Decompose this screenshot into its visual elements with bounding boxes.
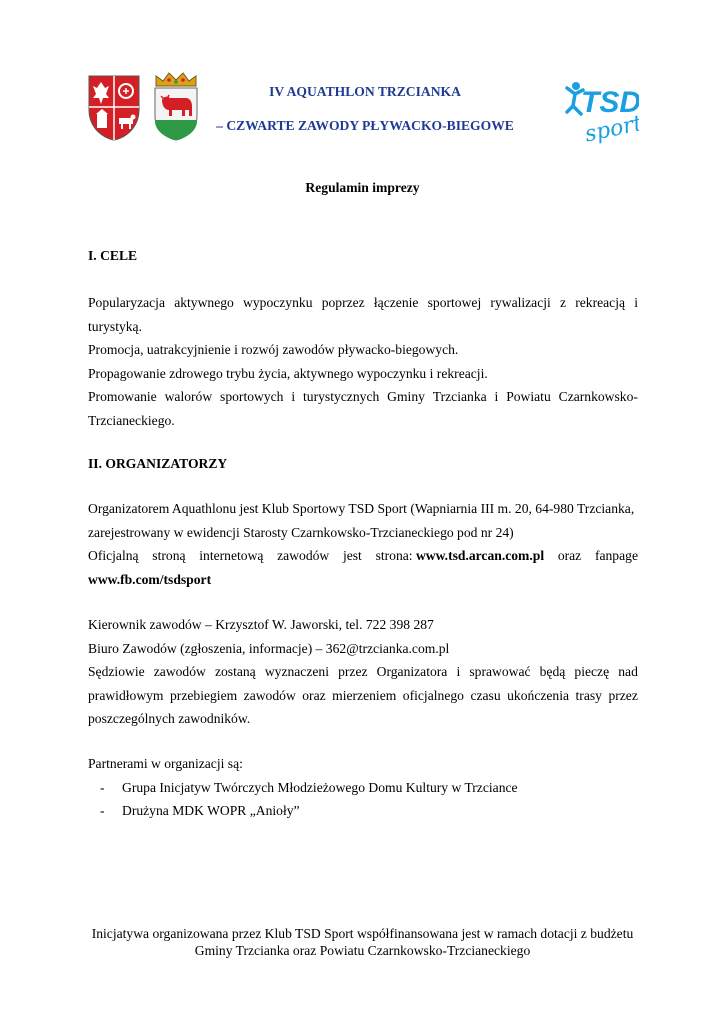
- fanpage-link[interactable]: www.fb.com/tsdsport: [88, 571, 212, 587]
- judges-line-2: prawidłowym przebiegiem zawodów oraz mierzeniem oficjalnego czasu ukończenia trasy przez: [88, 687, 638, 703]
- partner-bullet-1: -: [100, 780, 105, 795]
- judges-line-3: poszczególnych zawodników.: [88, 711, 251, 726]
- organizer-paragraph: [88, 497, 638, 591]
- cele-line-3: Propagowanie zdrowego trybu życia, aktywnego wypoczynku i rekreacji.: [88, 365, 488, 381]
- tsd-sport-logo: [563, 76, 639, 148]
- tsd-logo-sport: sport: [582, 110, 639, 148]
- organizer-line-1: Organizatorem Aquathlonu jest Klub Sportowy TSD Sport (Wapniarnia III m. 20, 64-980 Trzcianka,: [88, 501, 635, 516]
- footer-line-2: Gminy Trzcianka oraz Powiatu Czarnkowsko-Trzcianeckiego: [194, 943, 531, 958]
- website-link[interactable]: www.tsd.arcan.com.pl: [415, 548, 545, 563]
- organizer-line-2: zarejestrowany w ewidencji Starosty Czarnkowsko-Trzcianeckiego pod nr 24): [88, 524, 514, 540]
- partner-bullet-2: -: [100, 803, 105, 818]
- section-heading-cele: I. CELE: [88, 248, 138, 263]
- event-subtitle: – CZWARTE ZAWODY PŁYWACKO-BIEGOWE: [216, 118, 514, 133]
- judges-line-1: Sędziowie zawodów zostaną wyznaczeni przez Organizatora i sprawować będą pieczę nad: [88, 664, 638, 679]
- powiat-crest-icon: [87, 74, 141, 142]
- trzcianka-crest-icon: [150, 70, 202, 142]
- cele-line-5: Trzcianeckiego.: [88, 412, 175, 428]
- partner-item-1: Grupa Inicjatyw Twórczych Młodzieżowego Domu Kultury w Trzciance: [122, 780, 518, 795]
- cele-line-4: Promowanie walorów sportowych i turystycznych Gminy Trzcianka i Powiatu Czarnkowsko-: [88, 389, 638, 404]
- tsd-logo-text: TSD: [581, 86, 639, 119]
- partner-item-2: Drużyna MDK WOPR „Anioły”: [122, 803, 300, 818]
- contacts-paragraph: [88, 613, 638, 731]
- section-heading-organizatorzy: II. ORGANIZATORZY: [88, 456, 228, 471]
- footer-line-1: Inicjatywa organizowana przez Klub TSD Sport współfinansowana jest w ramach dotacji z budżetu: [91, 926, 634, 941]
- section-cele-body: [88, 291, 638, 432]
- cele-line-1: Popularyzacja aktywnego wypoczynku poprzez łączenie sportowej rywalizacji z rekreacją i turystyką.: [88, 295, 638, 334]
- website-line: Oficjalną stroną internetową zawodów jest strona: www.tsd.arcan.com.pl oraz fanpage: [88, 548, 638, 563]
- cele-line-2: Promocja, uatrakcyjnienie i rozwój zawodów pływacko-biegowych.: [88, 342, 459, 357]
- document-title: Regulamin imprezy: [305, 180, 420, 195]
- footer: [60, 925, 665, 959]
- partners-intro: Partnerami w organizacji są:: [88, 756, 243, 771]
- manager-line: Kierownik zawodów – Krzysztof W. Jaworski, tel. 722 398 287: [88, 617, 434, 632]
- event-title: IV AQUATHLON TRZCIANKA: [269, 84, 461, 99]
- office-line: Biuro Zawodów (zgłoszenia, informacje) – 362@trzcianka.com.pl: [88, 640, 450, 656]
